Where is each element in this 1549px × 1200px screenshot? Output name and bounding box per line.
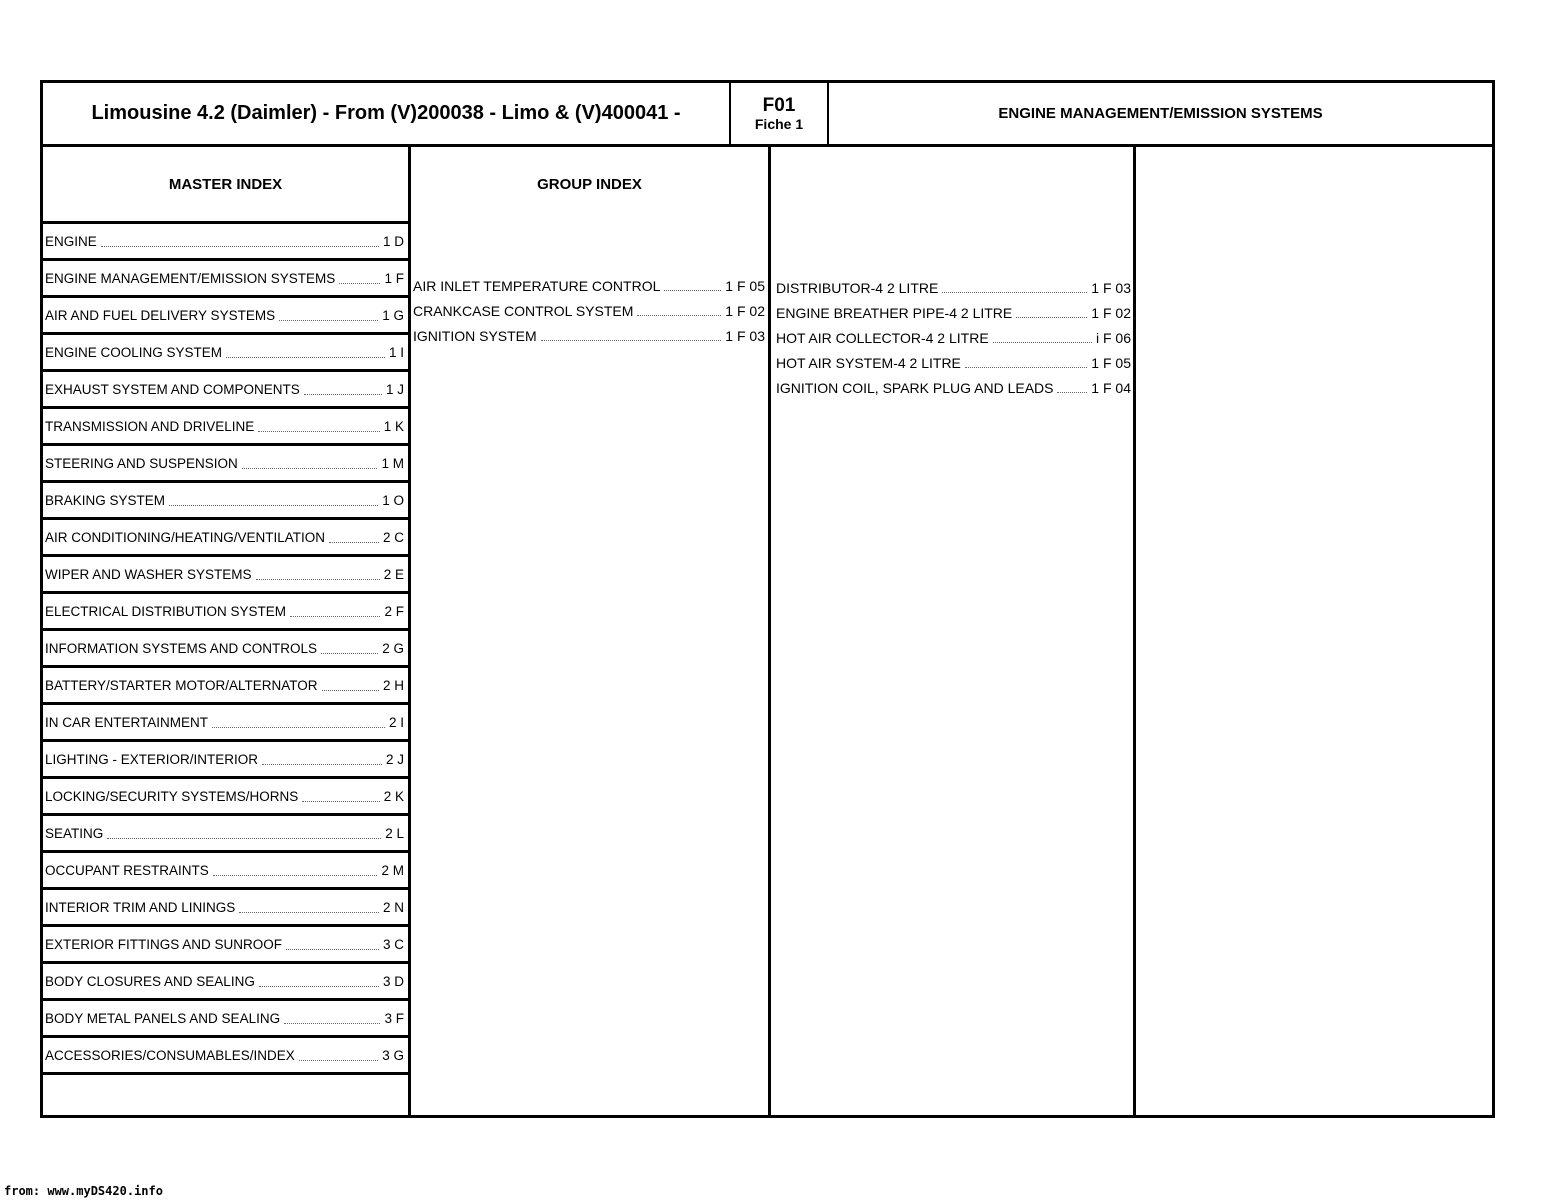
dot-leader — [637, 305, 721, 316]
dot-leader — [664, 280, 721, 291]
sub-index-item-code: 1 F 03 — [1091, 279, 1131, 296]
dot-leader — [299, 1050, 378, 1061]
master-index-item-label: STEERING AND SUSPENSION — [45, 455, 238, 471]
master-index-item[interactable] — [43, 369, 408, 406]
dot-leader — [239, 902, 379, 913]
master-index-item-label: WIPER AND WASHER SYSTEMS — [45, 566, 252, 582]
master-index-item[interactable] — [43, 961, 408, 998]
master-index-item-label: AIR AND FUEL DELIVERY SYSTEMS — [45, 307, 276, 323]
dot-leader — [339, 273, 380, 284]
master-index-item-code: 1 F — [384, 270, 404, 286]
master-index-item-code: 3 G — [382, 1047, 404, 1063]
group-index-heading: GROUP INDEX — [537, 175, 642, 193]
master-index-item-label: ENGINE — [45, 233, 97, 249]
group-index-item-code: 1 F 02 — [725, 302, 765, 319]
dot-leader — [259, 976, 379, 987]
sub-index-item-label: IGNITION COIL, SPARK PLUG AND LEADS — [776, 379, 1054, 396]
group-index-item-code: 1 F 05 — [725, 277, 765, 294]
master-index-item-label: ENGINE COOLING SYSTEM — [45, 344, 223, 360]
sub-index-item[interactable] — [776, 300, 1131, 325]
fiche-code-box — [731, 83, 829, 144]
dot-leader — [993, 332, 1092, 343]
master-index-item[interactable] — [43, 924, 408, 961]
master-index-item-label: LOCKING/SECURITY SYSTEMS/HORNS — [45, 788, 299, 804]
master-index-item-label: AIR CONDITIONING/HEATING/VENTILATION — [45, 529, 326, 545]
master-index-item-code: 2 K — [383, 788, 404, 804]
group-title: ENGINE MANAGEMENT/EMISSION SYSTEMS — [998, 105, 1323, 122]
master-index-item-label: IN CAR ENTERTAINMENT — [45, 714, 209, 730]
dot-leader — [284, 1013, 380, 1024]
master-index-item-label: EXTERIOR FITTINGS AND SUNROOF — [45, 936, 283, 952]
master-index-item-label: SEATING — [45, 825, 104, 841]
master-index-item[interactable] — [43, 702, 408, 739]
master-index-list — [43, 221, 408, 1121]
master-index-item-label: BRAKING SYSTEM — [45, 492, 166, 508]
dot-leader — [212, 717, 385, 728]
dot-leader — [256, 569, 380, 580]
sub-index-item-label: DISTRIBUTOR-4 2 LITRE — [776, 279, 939, 296]
group-index-item[interactable] — [413, 273, 765, 298]
fiche-frame — [40, 80, 1495, 1118]
master-index-item[interactable] — [43, 295, 408, 332]
master-index-item[interactable] — [43, 591, 408, 628]
dot-leader — [169, 495, 378, 506]
sub-index-item-code: 1 F 05 — [1091, 354, 1131, 371]
master-index-item-code: 2 F — [384, 603, 404, 619]
master-index-item[interactable] — [43, 813, 408, 850]
group-index-item[interactable] — [413, 298, 765, 323]
master-index-item[interactable] — [43, 221, 408, 258]
master-index-item[interactable] — [43, 665, 408, 702]
master-index-item-label: INFORMATION SYSTEMS AND CONTROLS — [45, 640, 318, 656]
sub-index-item-label: HOT AIR COLLECTOR-4 2 LITRE — [776, 329, 989, 346]
master-index-item-code: 1 I — [388, 344, 404, 360]
dot-leader — [242, 458, 378, 469]
dot-leader — [279, 310, 378, 321]
column-divider-2 — [768, 147, 771, 1115]
group-index-list — [413, 273, 765, 348]
dot-leader — [213, 865, 378, 876]
master-index-item-label: ENGINE MANAGEMENT/EMISSION SYSTEMS — [45, 270, 336, 286]
dot-leader — [329, 532, 379, 543]
master-index-item-code: 1 K — [383, 418, 404, 434]
master-index-item[interactable] — [43, 406, 408, 443]
master-index-item[interactable] — [43, 480, 408, 517]
sub-index-item[interactable] — [776, 325, 1131, 350]
dot-leader — [304, 384, 382, 395]
group-index-item-code: 1 F 03 — [725, 327, 765, 344]
dot-leader — [226, 347, 385, 358]
dot-leader — [262, 754, 382, 765]
master-index-item[interactable] — [43, 998, 408, 1035]
master-index-item[interactable] — [43, 258, 408, 295]
master-index-item[interactable] — [43, 850, 408, 887]
master-index-item-code: 1 J — [385, 381, 404, 397]
master-index-item-code: 3 D — [382, 973, 404, 989]
sub-index-item[interactable] — [776, 275, 1131, 300]
master-index-item[interactable] — [43, 628, 408, 665]
fiche-label: Fiche 1 — [754, 115, 804, 132]
source-footer: from: www.myDS420.info — [4, 1184, 163, 1198]
group-index-item-label: IGNITION SYSTEM — [413, 327, 537, 344]
column-divider-3 — [1133, 147, 1136, 1115]
master-index-empty-row — [43, 1072, 408, 1121]
master-index-item-code: 2 H — [382, 677, 404, 693]
master-index-item-code: 3 F — [384, 1010, 404, 1026]
master-index-item-code: 1 M — [381, 455, 404, 471]
dot-leader — [302, 791, 379, 802]
group-index-item[interactable] — [413, 323, 765, 348]
master-index-item[interactable] — [43, 517, 408, 554]
master-index-item-label: ACCESSORIES/CONSUMABLES/INDEX — [45, 1047, 295, 1063]
column-divider-1 — [408, 147, 411, 1115]
dot-leader — [290, 606, 380, 617]
dot-leader — [541, 330, 722, 341]
dot-leader — [1016, 307, 1087, 318]
sub-index-item[interactable] — [776, 375, 1131, 400]
dot-leader — [321, 643, 378, 654]
master-index-item-code: 2 M — [381, 862, 404, 878]
master-index-item[interactable] — [43, 1035, 408, 1072]
dot-leader — [286, 939, 379, 950]
master-index-item-label: TRANSMISSION AND DRIVELINE — [45, 418, 255, 434]
sub-index-item-label: HOT AIR SYSTEM-4 2 LITRE — [776, 354, 961, 371]
master-index-item[interactable] — [43, 776, 408, 813]
master-index-item-code: 2 I — [388, 714, 404, 730]
master-index-item-code: 2 L — [385, 825, 404, 841]
dot-leader — [322, 680, 379, 691]
sub-index-item-label: ENGINE BREATHER PIPE-4 2 LITRE — [776, 304, 1013, 321]
master-index-item-code: 1 G — [382, 307, 404, 323]
master-index-item[interactable] — [43, 739, 408, 776]
sub-index-item-code: 1 F 04 — [1091, 379, 1131, 396]
fiche-header — [43, 83, 1492, 147]
dot-leader — [258, 421, 379, 432]
master-index-item-code: 2 J — [385, 751, 404, 767]
master-index-item[interactable] — [43, 554, 408, 591]
master-index-item-code: 3 C — [382, 936, 404, 952]
master-index-item-code: 2 G — [382, 640, 404, 656]
dot-leader — [101, 236, 379, 247]
master-index-item-label: ELECTRICAL DISTRIBUTION SYSTEM — [45, 603, 287, 619]
master-index-item-code: 2 N — [382, 899, 404, 915]
master-index-item-label: BODY CLOSURES AND SEALING — [45, 973, 255, 989]
master-index-item[interactable] — [43, 887, 408, 924]
master-index-item-label: INTERIOR TRIM AND LININGS — [45, 899, 236, 915]
master-index-item-code: 2 C — [382, 529, 404, 545]
master-index-item-label: OCCUPANT RESTRAINTS — [45, 862, 209, 878]
master-index-item-label: BODY METAL PANELS AND SEALING — [45, 1010, 281, 1026]
master-index-heading: MASTER INDEX — [168, 175, 283, 193]
master-index-item-code: 1 D — [382, 233, 404, 249]
master-index-item-code: 2 E — [383, 566, 404, 582]
fiche-code: F01 — [762, 94, 796, 116]
dot-leader — [942, 282, 1087, 293]
dot-leader — [1057, 382, 1087, 393]
master-index-item-code: 1 O — [382, 492, 404, 508]
vehicle-title: Limousine 4.2 (Daimler) - From (V)200038 - Limo & (V)400041 - — [43, 83, 731, 144]
group-index-item-label: AIR INLET TEMPERATURE CONTROL — [413, 277, 661, 294]
sub-index-list — [776, 275, 1131, 400]
master-index-item[interactable] — [43, 332, 408, 369]
sub-index-item-code: 1 F 02 — [1091, 304, 1131, 321]
master-index-item-label: BATTERY/STARTER MOTOR/ALTERNATOR — [45, 677, 318, 693]
sub-index-item-code: i F 06 — [1095, 329, 1131, 346]
group-index-item-label: CRANKCASE CONTROL SYSTEM — [413, 302, 634, 319]
master-index-item-label: LIGHTING - EXTERIOR/INTERIOR — [45, 751, 259, 767]
master-index-item[interactable] — [43, 443, 408, 480]
dot-leader — [107, 828, 381, 839]
dot-leader — [965, 357, 1087, 368]
master-index-item-label: EXHAUST SYSTEM AND COMPONENTS — [45, 381, 300, 397]
sub-index-item[interactable] — [776, 350, 1131, 375]
